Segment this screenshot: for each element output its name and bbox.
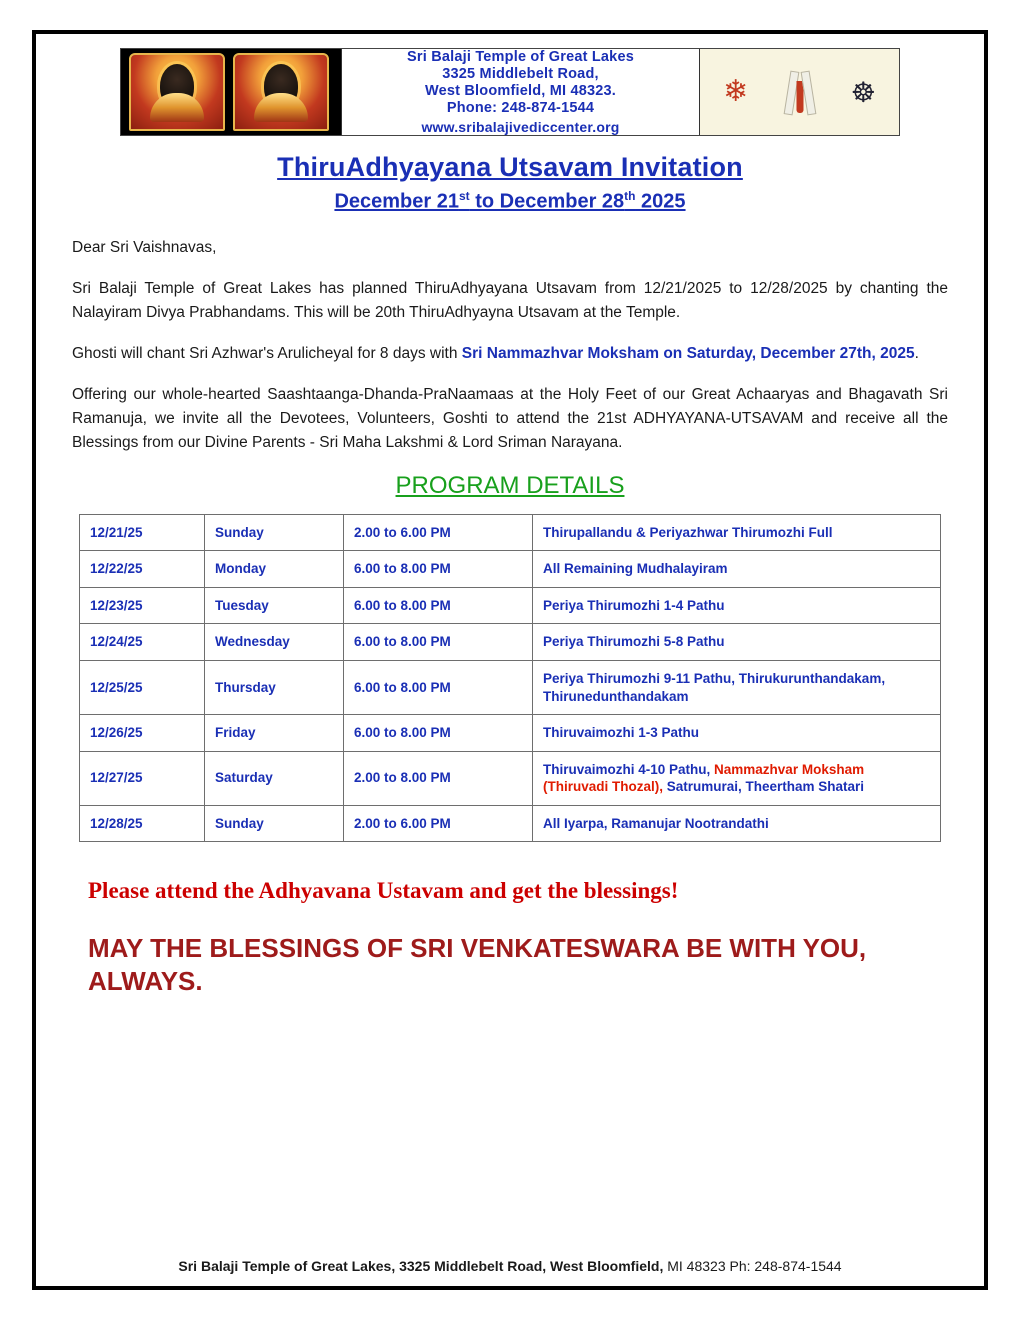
row-time: 2.00 to 8.00 PM bbox=[344, 751, 533, 805]
table-row bbox=[80, 715, 941, 752]
row-event: Thiruvaimozhi 1-3 Pathu bbox=[533, 715, 941, 752]
row-date: 12/28/25 bbox=[80, 805, 205, 842]
deity-figure-right bbox=[233, 53, 329, 131]
program-schedule-table bbox=[79, 514, 941, 842]
event-text-highlight: Nammazhvar Moksham (Thiruvadi Thozal), bbox=[543, 761, 865, 795]
blessings-message: MAY THE BLESSINGS OF SRI VENKATESWARA BE WITH YOU, ALWAYS. bbox=[88, 933, 867, 996]
intro-paragraph: Sri Balaji Temple of Great Lakes has planned ThiruAdhyayana Utsavam from 12/21/2025 to 12/28/2025 by chanting the Nalayiram Divya Prabhandams. This will be 20th ThiruAdhyayna Utsavam at the Temple. bbox=[72, 279, 948, 321]
subtitle-sup-end: th bbox=[624, 189, 636, 203]
temple-name: Sri Balaji Temple of Great Lakes bbox=[407, 48, 634, 65]
moksham-highlight: Sri Nammazhvar Moksham on Saturday, December 27th, 2025 bbox=[461, 344, 915, 362]
table-row bbox=[80, 751, 941, 805]
row-day: Wednesday bbox=[205, 624, 344, 661]
row-event: Periya Thirumozhi 5-8 Pathu bbox=[533, 624, 941, 661]
row-event: Thirupallandu & Periyazhwar Thirumozhi Full bbox=[533, 514, 941, 551]
temple-city: West Bloomfield, MI 48323. bbox=[424, 83, 617, 100]
ghosti-paragraph bbox=[72, 342, 948, 366]
table-row bbox=[80, 514, 941, 551]
symbols-panel bbox=[699, 49, 899, 135]
temple-street: 3325 Middlebelt Road, bbox=[442, 65, 599, 82]
row-time: 6.00 to 8.00 PM bbox=[344, 715, 533, 752]
row-event: All Iyarpa, Ramanujar Nootrandathi bbox=[533, 805, 941, 842]
row-date: 12/22/25 bbox=[80, 551, 205, 588]
temple-banner bbox=[120, 48, 900, 136]
deity-image bbox=[121, 49, 342, 135]
event-text-part2: Satrumurai, Theertham Shatari bbox=[663, 779, 865, 795]
row-time: 6.00 to 8.00 PM bbox=[344, 551, 533, 588]
row-event bbox=[533, 751, 941, 805]
ghosti-tail-text: . bbox=[914, 344, 919, 362]
row-date: 12/23/25 bbox=[80, 587, 205, 624]
row-event: Periya Thirumozhi 9-11 Pathu, Thirukurunthandakam, Thirunedunthandakam bbox=[533, 660, 941, 714]
row-day: Tuesday bbox=[205, 587, 344, 624]
row-event: All Remaining Mudhalayiram bbox=[533, 551, 941, 588]
row-date: 12/25/25 bbox=[80, 660, 205, 714]
row-day: Friday bbox=[205, 715, 344, 752]
table-row bbox=[80, 805, 941, 842]
program-details-heading: PROGRAM DETAILS bbox=[395, 471, 625, 499]
table-row bbox=[80, 660, 941, 714]
subtitle-sup-start: st bbox=[458, 189, 470, 203]
row-day: Thursday bbox=[205, 660, 344, 714]
table-row bbox=[80, 624, 941, 661]
page-title: ThiruAdhyayana Utsavam Invitation bbox=[277, 152, 743, 182]
lotus-emblem-icon: ❄ bbox=[723, 75, 749, 108]
temple-address-block bbox=[342, 49, 699, 135]
footer-address-rest: MI 48323 Ph: 248-874-1544 bbox=[663, 1258, 842, 1274]
row-day: Sunday bbox=[205, 514, 344, 551]
footer-address bbox=[0, 1258, 1020, 1274]
row-day: Sunday bbox=[205, 805, 344, 842]
shankha-chakra-icon: ☸ bbox=[850, 76, 876, 108]
row-day: Saturday bbox=[205, 751, 344, 805]
row-time: 6.00 to 8.00 PM bbox=[344, 624, 533, 661]
invitation-paragraph: Offering our whole-hearted Saashtaanga-Dhanda-PraNaamaas at the Holy Feet of our Great Achaaryas and Bhagavath Sri Ramanuja, we invite all the Devotees, Volunteers, Goshti to attend the 21st ADHYAYANA-UTSAVAM and receive all the Blessings from our Divine Parents - Sri Maha Lakshmi & Lord Sriman Narayana. bbox=[72, 385, 948, 451]
table-row bbox=[80, 587, 941, 624]
row-event: Periya Thirumozhi 1-4 Pathu bbox=[533, 587, 941, 624]
salutation: Dear Sri Vaishnavas, bbox=[72, 238, 217, 256]
row-time: 6.00 to 8.00 PM bbox=[344, 587, 533, 624]
attend-message: Please attend the Adhyavana Ustavam and get the blessings! bbox=[88, 878, 679, 904]
page-content bbox=[32, 30, 988, 997]
footer-address-bold: Sri Balaji Temple of Great Lakes, 3325 Middlebelt Road, West Bloomfield, bbox=[178, 1258, 664, 1274]
ghosti-lead-text: Ghosti will chant Sri Azhwar's Arulicheyal for 8 days with bbox=[72, 344, 462, 362]
temple-phone: Phone: 248-874-1544 bbox=[446, 100, 595, 117]
thirunamam-icon bbox=[783, 67, 817, 117]
row-date: 12/27/25 bbox=[80, 751, 205, 805]
row-day: Monday bbox=[205, 551, 344, 588]
event-text-part1: Thiruvaimozhi 4-10 Pathu, bbox=[543, 761, 715, 777]
row-date: 12/26/25 bbox=[80, 715, 205, 752]
temple-website[interactable]: www.sribalajivediccenter.org bbox=[421, 118, 620, 135]
row-date: 12/21/25 bbox=[80, 514, 205, 551]
subtitle-suffix: 2025 bbox=[635, 190, 686, 213]
row-date: 12/24/25 bbox=[80, 624, 205, 661]
table-row bbox=[80, 551, 941, 588]
date-range-subtitle bbox=[72, 189, 948, 214]
subtitle-prefix: December 21 bbox=[334, 190, 459, 213]
row-time: 2.00 to 6.00 PM bbox=[344, 805, 533, 842]
subtitle-middle: to December 28 bbox=[469, 190, 625, 213]
row-time: 6.00 to 8.00 PM bbox=[344, 660, 533, 714]
row-time: 2.00 to 6.00 PM bbox=[344, 514, 533, 551]
deity-figure-left bbox=[129, 53, 225, 131]
